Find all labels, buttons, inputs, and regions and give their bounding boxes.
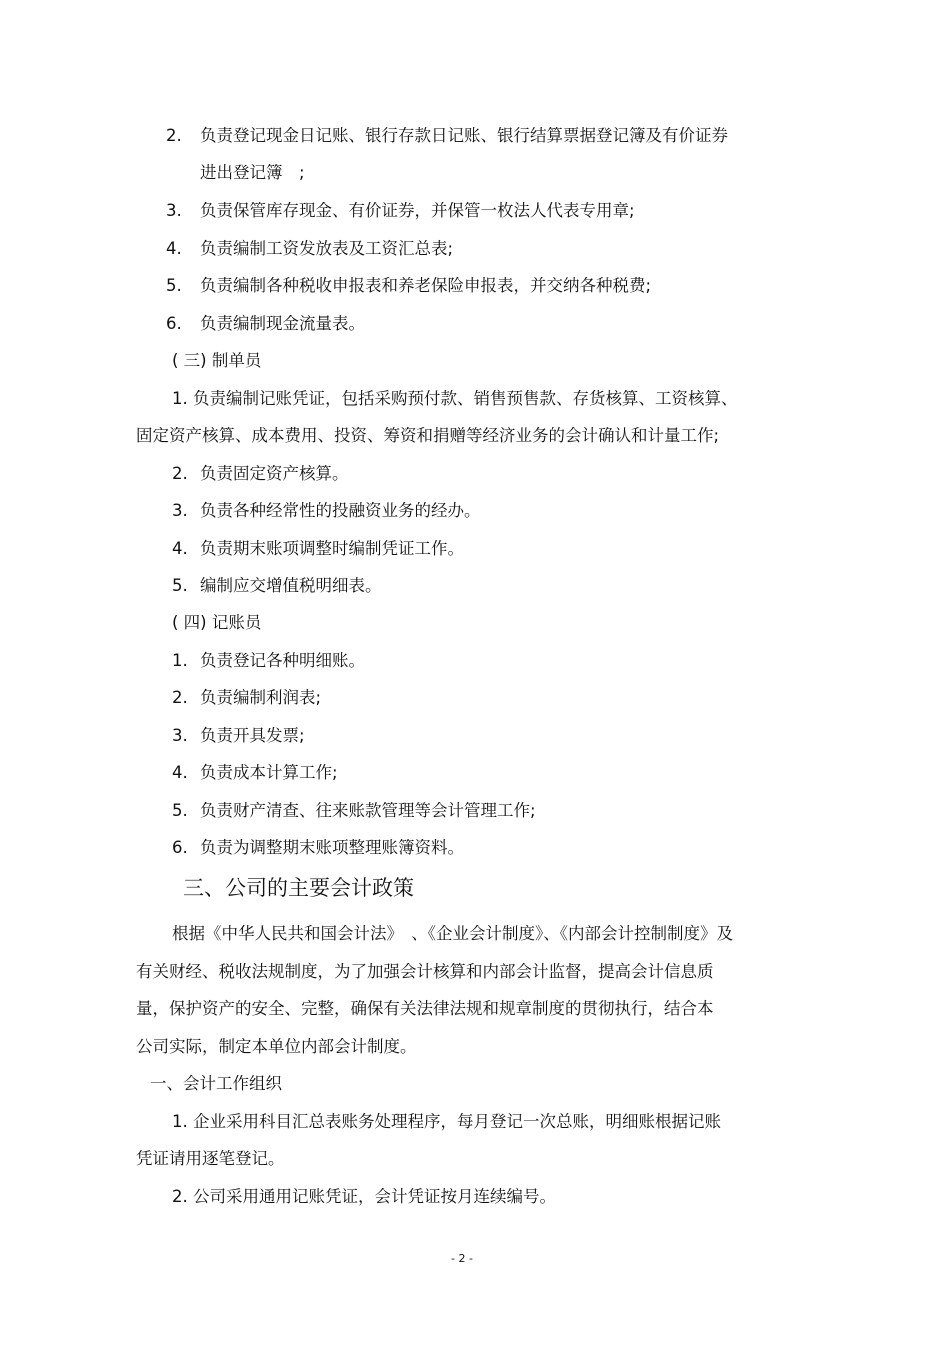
paragraph-line: 凭证请用逐笔登记。 xyxy=(136,1149,285,1168)
list-item-number: 2. xyxy=(172,688,188,707)
list-item-text: 负责登记各种明细账。 xyxy=(200,651,365,670)
section-title: ( 三) 制单员 xyxy=(172,351,262,370)
list-item-text: 负责成本计算工作; xyxy=(200,763,338,782)
list-item-text: 负责登记现金日记账、银行存款日记账、银行结算票据登记簿及有价证券 xyxy=(200,126,728,145)
list-item xyxy=(166,314,365,334)
paragraph-line: 量，保护资产的安全、完整，确保有关法律法规和规章制度的贯彻执行，结合本 xyxy=(136,999,714,1018)
list-item-number: 4. xyxy=(172,763,188,782)
list-item-text: 负责编制现金流量表。 xyxy=(200,314,365,333)
list-item-text: 负责保管库存现金、有价证券，并保管一枚法人代表专用章; xyxy=(200,201,635,220)
list-item-text: 负责期末账项调整时编制凭证工作。 xyxy=(200,539,464,558)
list-item-number: 6. xyxy=(166,314,182,333)
list-item-text: 负责为调整期末账项整理账簿资料。 xyxy=(200,838,464,857)
subsection-title: 一、会计工作组织 xyxy=(150,1074,282,1093)
list-item xyxy=(172,688,321,708)
list-item xyxy=(172,726,305,746)
paragraph-line: 根据《中华人民共和国会计法》 、《企业会计制度》、《内部会计控制制度》及 xyxy=(172,924,733,943)
list-item-number: 5. xyxy=(166,276,182,295)
paragraph-line: 2. 公司采用通用记账凭证，会计凭证按月连续编号。 xyxy=(172,1187,556,1206)
list-item-text: 负责编制利润表; xyxy=(200,688,322,707)
list-item-text: 负责固定资产核算。 xyxy=(200,464,349,483)
page-number: - 2 - xyxy=(451,1252,473,1265)
list-item xyxy=(172,464,349,484)
list-item xyxy=(166,201,635,221)
list-item xyxy=(172,801,536,821)
list-item xyxy=(172,651,365,671)
list-item-number: 6. xyxy=(172,838,188,857)
list-item-number: 2. xyxy=(166,126,182,145)
list-item-number: 3. xyxy=(172,501,188,520)
list-item xyxy=(172,838,464,858)
list-item-number: 2. xyxy=(172,464,188,483)
list-item-text: 负责编制工资发放表及工资汇总表; xyxy=(200,239,454,258)
list-item-text: 负责开具发票; xyxy=(200,726,305,745)
list-item-text: 编制应交增值税明细表。 xyxy=(200,576,382,595)
list-item xyxy=(172,501,481,521)
list-item-number: 4. xyxy=(172,539,188,558)
paragraph-line: 1. 负责编制记账凭证，包括采购预付款、销售预售款、存货核算、工资核算、 xyxy=(172,389,738,408)
list-item xyxy=(166,239,453,259)
list-item xyxy=(166,126,728,146)
paragraph-line: 公司实际，制定本单位内部会计制度。 xyxy=(136,1037,417,1056)
section-title: ( 四) 记账员 xyxy=(172,613,262,632)
list-item-number: 1. xyxy=(172,651,188,670)
paragraph-line: 有关财经、税收法规制度，为了加强会计核算和内部会计监督，提高会计信息质 xyxy=(136,962,714,981)
list-item-text: 负责编制各种税收申报表和养老保险申报表，并交纳各种税费; xyxy=(200,276,652,295)
list-item-text: 负责各种经常性的投融资业务的经办。 xyxy=(200,501,481,520)
section-heading: 三、公司的主要会计政策 xyxy=(183,876,414,900)
list-item-number: 5. xyxy=(172,576,188,595)
list-item-text: 负责财产清查、往来账款管理等会计管理工作; xyxy=(200,801,536,820)
list-item xyxy=(172,763,338,783)
list-item-continuation: 进出登记簿 ; xyxy=(200,163,305,182)
list-item xyxy=(172,539,464,559)
list-item-number: 5. xyxy=(172,801,188,820)
list-item-number: 3. xyxy=(166,201,182,220)
list-item-number: 3. xyxy=(172,726,188,745)
paragraph-line: 1. 企业采用科目汇总表账务处理程序，每月登记一次总账，明细账根据记账 xyxy=(172,1112,721,1131)
list-item xyxy=(166,276,651,296)
paragraph-line: 固定资产核算、成本费用、投资、筹资和捐赠等经济业务的会计确认和计量工作; xyxy=(136,426,720,445)
list-item xyxy=(172,576,382,596)
list-item-number: 4. xyxy=(166,239,182,258)
